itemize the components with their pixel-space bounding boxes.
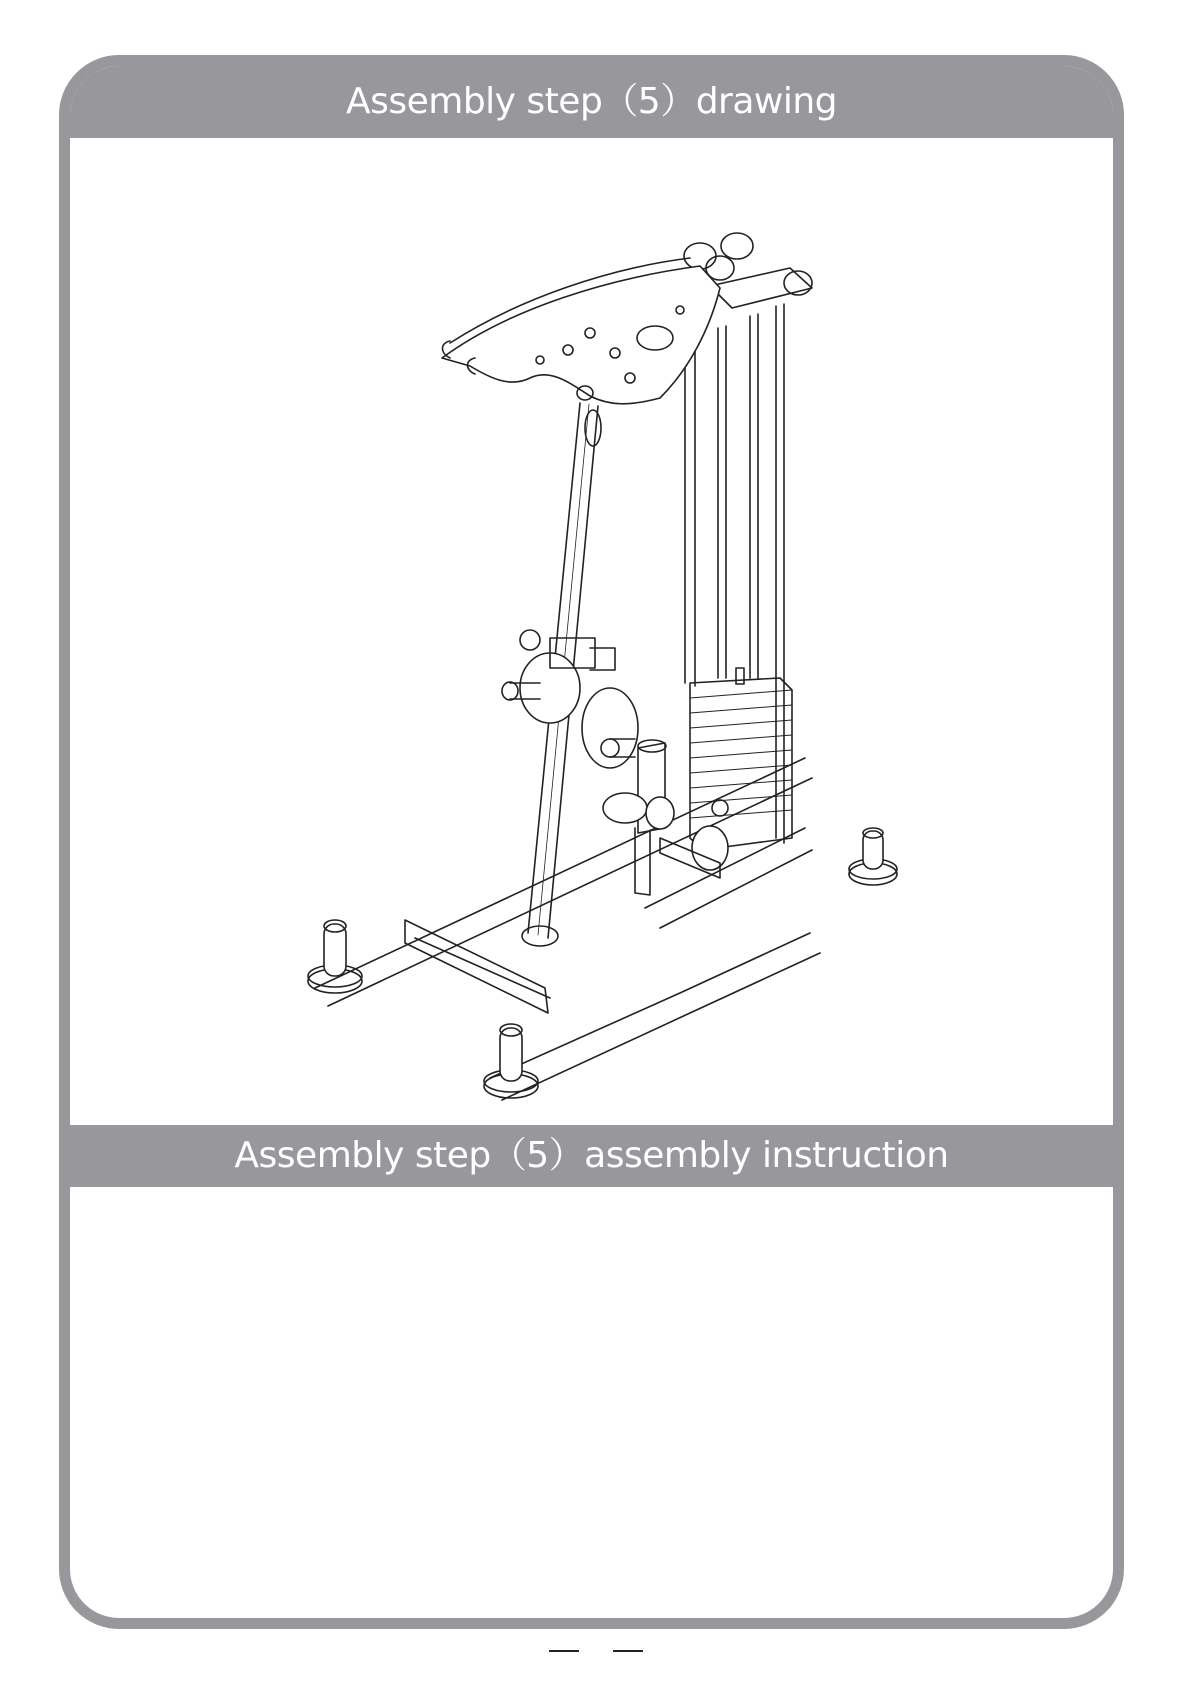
page-dash-right (613, 1650, 643, 1652)
page-dash-left (549, 1650, 579, 1652)
foot-rear-right (849, 828, 897, 885)
foot-front-left (308, 920, 362, 993)
drawing-title: Assembly step（5）drawing (345, 81, 838, 122)
page-frame (59, 55, 1124, 1629)
page-number (0, 1638, 1191, 1663)
adjustment-dials (502, 630, 638, 768)
assembly-drawing (70, 138, 1113, 1125)
gym-machine-illustration (70, 138, 1113, 1125)
drawing-header (70, 66, 1113, 138)
instruction-body (70, 1187, 1113, 1629)
instruction-header (70, 1125, 1113, 1187)
instruction-title: Assembly step（5）assembly instruction (234, 1135, 949, 1176)
